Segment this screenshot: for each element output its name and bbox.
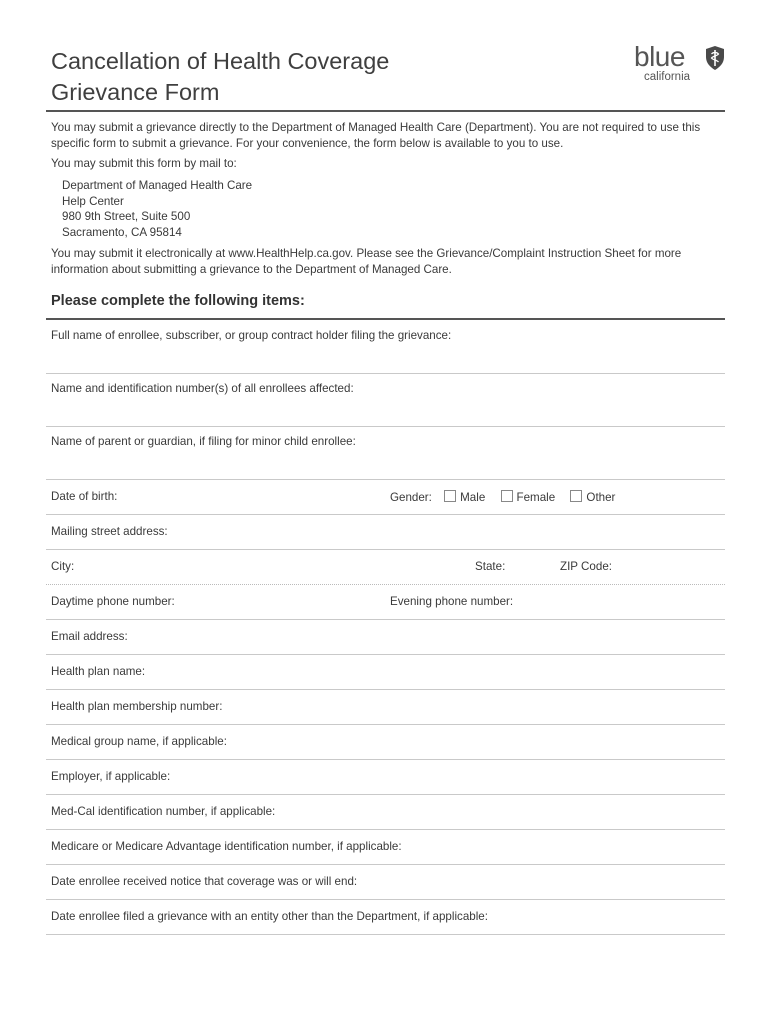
checkbox[interactable] [570, 490, 582, 502]
mailing-address-block [62, 178, 462, 240]
field-notice-date[interactable] [46, 864, 725, 900]
option-label: Male [460, 491, 486, 504]
field-parent-guardian[interactable] [46, 426, 725, 480]
field-label: Date enrollee filed a grievance with an entity other than the Department, if applicable: [51, 910, 488, 923]
address-line: Sacramento, CA 95814 [62, 225, 182, 239]
field-full-name[interactable] [46, 320, 725, 374]
field-label: Email address: [51, 630, 128, 643]
option-label: Other [586, 491, 616, 504]
day-phone-label: Daytime phone number: [51, 595, 175, 608]
option-label: Female [516, 491, 556, 504]
gender-group [390, 490, 615, 504]
field-medicare-id[interactable] [46, 829, 725, 865]
address-line: 980 9th Street, Suite 500 [62, 210, 191, 223]
field-phones[interactable] [46, 584, 725, 620]
field-label: Name and identification number(s) of all enrollees affected: [51, 382, 354, 395]
field-employer[interactable] [46, 759, 725, 795]
field-label: Date of birth: [51, 490, 118, 503]
logo-sub: california [644, 71, 691, 83]
section-title: Please complete the following items: [51, 293, 305, 309]
gender-option-female[interactable] [501, 491, 556, 504]
page-title [51, 46, 389, 108]
gender-label: Gender: [390, 491, 432, 504]
address-line: Help Center [62, 194, 124, 208]
field-mailing-address[interactable] [46, 514, 725, 550]
field-label: Mailing street address: [51, 525, 168, 538]
field-city-state-zip[interactable] [46, 549, 725, 585]
field-label: Health plan membership number: [51, 700, 223, 713]
field-label: Full name of enrollee, subscriber, or group contract holder filing the grievance: [51, 329, 452, 342]
zip-label: ZIP Code: [560, 560, 612, 573]
blue-shield-logo [628, 42, 728, 87]
field-label: Employer, if applicable: [51, 770, 171, 783]
header-divider [46, 110, 725, 112]
field-label: Name of parent or guardian, if filing for minor child enrollee: [51, 435, 356, 448]
field-plan-name[interactable] [46, 654, 725, 690]
state-label: State: [475, 560, 506, 573]
title-line-1: Cancellation of Health Coverage [51, 48, 390, 74]
field-label: Date enrollee received notice that coverage was or will end: [51, 875, 358, 888]
gender-option-other[interactable] [570, 491, 615, 504]
intro-paragraph-2: You may submit this form by mail to: [51, 157, 237, 170]
checkbox[interactable] [444, 490, 456, 502]
intro-paragraph-1: You may submit a grievance directly to the Department of Managed Health Care (Department). You are not required to use this specific form to submit a grievance. For your convenience, the form below is available to you to use. [51, 121, 701, 150]
intro-paragraph-3: You may submit it electronically at www.HealthHelp.ca.gov. Please see the Grievance/Complaint Instruction Sheet for more information about submitting a grievance to the Department of Managed Care. [51, 247, 682, 276]
shield-caduceus-icon [704, 45, 726, 71]
checkbox[interactable] [501, 490, 513, 502]
city-label: City: [51, 560, 75, 573]
field-dob-gender[interactable] [46, 479, 725, 515]
logo-word: blue [634, 41, 685, 72]
field-label: Medical group name, if applicable: [51, 735, 227, 748]
field-medical-group[interactable] [46, 724, 725, 760]
title-line-2: Grievance Form [51, 79, 220, 105]
gender-option-male[interactable] [444, 491, 485, 504]
field-name-id[interactable] [46, 373, 725, 427]
field-other-grievance-date[interactable] [46, 899, 725, 935]
field-label: Health plan name: [51, 665, 146, 678]
field-label: Med-Cal identification number, if applicable: [51, 805, 276, 818]
eve-phone-label: Evening phone number: [390, 595, 514, 608]
field-label: Medicare or Medicare Advantage identification number, if applicable: [51, 840, 402, 853]
address-line: Department of Managed Health Care [62, 179, 253, 192]
field-membership-number[interactable] [46, 689, 725, 725]
field-email[interactable] [46, 619, 725, 655]
field-medcal-id[interactable] [46, 794, 725, 830]
